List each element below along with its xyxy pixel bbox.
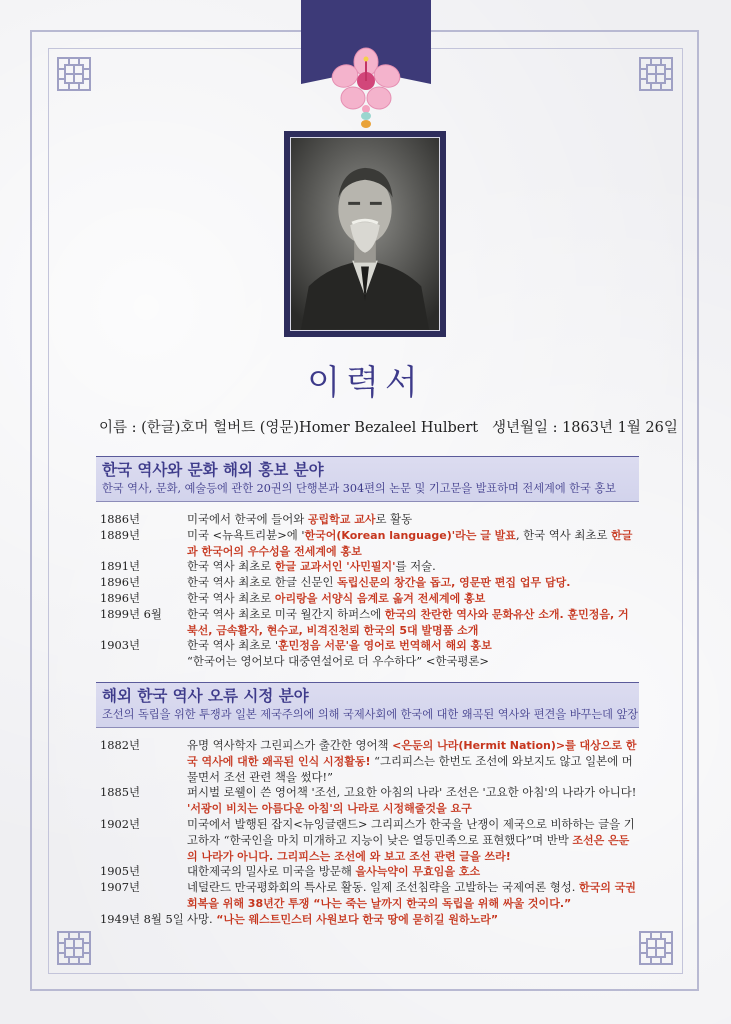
entry-text	[187, 738, 639, 785]
section-history-correction	[96, 682, 639, 928]
lattice-corner-icon	[638, 56, 674, 92]
entry-year: 1907년	[100, 880, 140, 895]
body-text: “한국어는 영어보다 대중연설어로 더 우수하다” <한국평론>	[187, 654, 489, 669]
birth-date: 1863년 1월 26일	[562, 420, 678, 436]
highlight-text: 한국의 국권회복을 위해 38년간 투쟁 “나는 죽는 날까지 한국의 독립을 위해 싸울 것이다.”	[187, 881, 636, 910]
english-tag: (영문)	[259, 420, 300, 436]
entry-year: 1905년	[100, 864, 140, 879]
highlight-text: 한글 교과서인 '사민필지'	[274, 560, 396, 574]
birth-label: 생년월일 :	[491, 420, 563, 436]
name-label: 이름 :	[99, 420, 142, 436]
body-text: 네덜란드 만국평화회의 특사로 활동. 일제 조선침략을 고발하는 국제여론 형성.	[187, 880, 579, 895]
lattice-corner-icon	[56, 930, 92, 966]
timeline-entry	[96, 912, 639, 928]
entry-text	[187, 528, 639, 560]
entry-year: 1885년	[100, 785, 140, 800]
entry-year: 1891년	[100, 559, 140, 574]
section-subtitle: 한국 역사, 문화, 예술등에 관한 20권의 단행본과 304편의 논문 및 기고문을 발표하며 전세계에 한국 홍보	[102, 482, 616, 495]
mugunghwa-flower-icon	[325, 46, 407, 132]
timeline-entry	[96, 880, 639, 912]
section-header	[96, 456, 639, 501]
entry-text	[187, 880, 639, 912]
body-text: 한국 역사 최초로 미국 월간지 하퍼스에	[187, 606, 385, 621]
timeline-entry	[96, 559, 639, 575]
body-text: , 한국 역사 최초로	[515, 527, 612, 542]
body-text: “그리피스는 한번도 조선에 와보지도 않고 일본에 머물면서 조선 관련 책을 썼다!”	[187, 753, 633, 784]
body-text: 미국에서 발행된 잡지<뉴잉글랜드> 그리피스가 한국을 난쟁이 제국으로 비하하는 글을 기고하자 “한국인을 마치 미개하고 지능이 낮은 열등민족으로 표현했다”며 반박	[187, 816, 635, 847]
highlight-text: 독립신문의 창간을 돕고, 영문판 편집 업무 담당.	[337, 576, 571, 590]
highlight-text: 한국어(Korean language)'라는 글 발표	[304, 528, 516, 542]
entry-text	[187, 559, 639, 575]
body-text: 를 저술.	[395, 559, 436, 574]
highlight-text: 훈민정음 서문'을 영어로 번역해서 해외 홍보	[278, 639, 492, 653]
highlight-text: 조선은 은둔의 나라가 아니다. 그리피스는 조선에 와 보고 조선 관련 글을 쓰라!	[187, 833, 630, 863]
highlight-text: 한국의 찬란한 역사와 문화유산 소개. 훈민정음, 거북선, 금속활자, 현수교, 비격진천뢰 한국의 5대 발명품 소개	[187, 607, 629, 637]
highlight-text: 한글과 한국어의 우수성을 전세계에 홍보	[187, 528, 633, 558]
body-text: 퍼시벌 로웰이 쓴 영어책 '조선, 고요한 아침의 나라' 조선은 '고요한 아침'의 나라가 아니다!	[187, 785, 637, 800]
entry-year: 1949년 8월 5일	[100, 911, 184, 926]
entry-year: 1899년 6월	[100, 606, 162, 621]
timeline-entry	[96, 864, 639, 880]
body-text: 한국 역사 최초로	[187, 590, 275, 605]
english-name: Homer Bezaleel Hulbert	[299, 420, 479, 436]
timeline-entry	[96, 654, 639, 670]
body-text: 한국 역사 최초로 한글 신문인	[187, 575, 338, 590]
section-overseas-promotion	[96, 456, 639, 670]
entry-text	[187, 591, 639, 607]
body-text: 대한제국의 밀사로 미국을 방문해	[187, 864, 356, 879]
section-title: 한국 역사와 문화 해외 홍보 분야	[102, 461, 324, 479]
body-text: 사망.	[187, 911, 217, 926]
entry-text	[187, 638, 639, 654]
timeline-entry	[96, 785, 639, 817]
korean-name: 호머 헐버트	[180, 420, 256, 436]
entry-year: 1903년	[100, 638, 140, 653]
timeline-entry	[96, 591, 639, 607]
entry-list	[96, 738, 639, 928]
timeline-entry	[96, 607, 639, 639]
portrait-photo	[290, 137, 440, 331]
timeline-entry	[96, 528, 639, 560]
timeline-entry	[96, 738, 639, 785]
section-rule	[96, 501, 639, 502]
highlight-text: 아리랑을 서양식 음계로 옮겨 전세계에 홍보	[274, 591, 486, 605]
highlight-text: 을사늑약이 무효임을 호소	[355, 865, 481, 879]
entry-year: 1896년	[100, 575, 140, 590]
entry-text	[187, 607, 639, 639]
timeline-entry	[96, 512, 639, 528]
timeline-entry	[96, 638, 639, 654]
section-title: 해외 한국 역사 오류 시정 분야	[102, 687, 309, 705]
body-text: 한국 역사 최초로	[187, 559, 275, 574]
entry-list	[96, 512, 639, 670]
page-title: 이력서	[307, 363, 424, 403]
lattice-corner-icon	[638, 930, 674, 966]
entry-text	[187, 575, 639, 591]
section-header	[96, 682, 639, 727]
section-subtitle: 조선의 독립을 위한 투쟁과 일본 제국주의에 의해 국제사회에 한국에 대한 왜곡된 역사와 편견을 바꾸는데 앞장	[102, 708, 639, 721]
timeline-entry	[96, 575, 639, 591]
entry-year: 1902년	[100, 816, 140, 831]
highlight-text: '서광이 비치는 아름다운 아침'의 나라로 시정해줄것을 요구	[187, 802, 472, 816]
entry-text	[187, 912, 639, 928]
portrait-frame	[284, 131, 446, 337]
timeline-entry	[96, 817, 639, 864]
entry-text	[187, 864, 639, 880]
name-line	[99, 416, 678, 437]
highlight-text: <은둔의 나라(Hermit Nation)>를 대상으로 한국 역사에 대한 왜곡된 인식 시정활동!	[187, 739, 637, 768]
entry-year: 1886년	[100, 512, 140, 526]
body-text: 로 활동	[375, 512, 413, 526]
highlight-text: 공립학교 교사	[307, 513, 376, 526]
entry-text	[187, 654, 639, 670]
entry-year: 1896년	[100, 590, 140, 605]
body-text: 한국 역사 최초로 '	[187, 638, 279, 653]
lattice-corner-icon	[56, 56, 92, 92]
entry-text	[187, 785, 639, 817]
entry-text	[187, 817, 639, 864]
section-rule	[96, 727, 639, 728]
korean-tag: (한글)	[141, 420, 181, 436]
body-text: 미국 <뉴욕트리뷴>에 '	[187, 527, 305, 542]
entry-text	[187, 512, 639, 528]
highlight-text: “나는 웨스트민스터 사원보다 한국 땅에 묻히길 원하노라”	[216, 912, 499, 926]
entry-year: 1882년	[100, 738, 140, 752]
body-text: 미국에서 한국에 들어와	[187, 512, 308, 526]
entry-year	[96, 654, 187, 670]
entry-year: 1889년	[100, 527, 140, 542]
body-text: 유명 역사학자 그린피스가 출간한 영어책	[187, 738, 393, 752]
